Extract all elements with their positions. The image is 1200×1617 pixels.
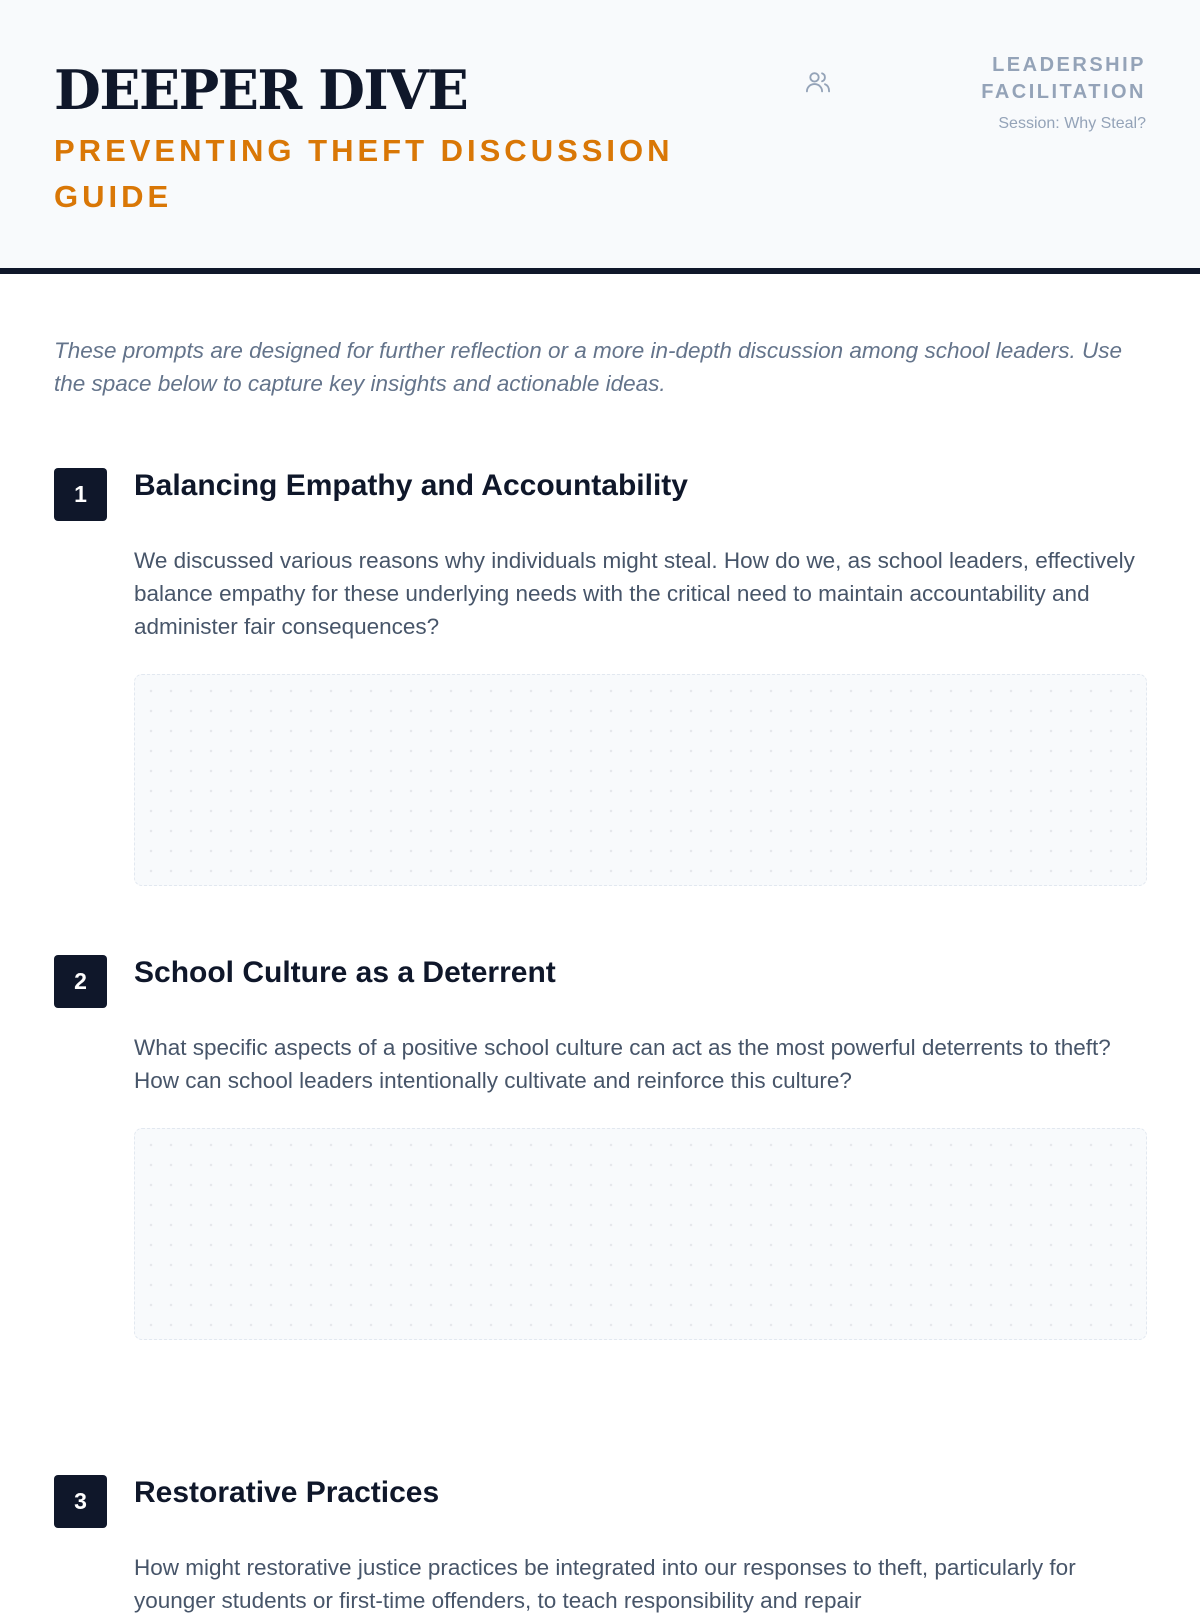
section-prompt: What specific aspects of a positive school culture can act as the most powerful deterrents to theft? How can school leaders intentionally cultivate and reinforce this culture? [134, 1035, 1111, 1093]
intro-text: These prompts are designed for further reflection or a more in-depth discussion among school leaders. Use the space below to capture key insights and actionable ideas. [54, 338, 1123, 396]
section-number-badge: 3 [54, 1475, 107, 1528]
role-label: LEADERSHIP FACILITATION [981, 54, 1146, 103]
section-title: School Culture as a Deterrent [134, 956, 556, 989]
page-title: DEEPER DIVE [54, 58, 468, 122]
section-number-badge: 2 [54, 955, 107, 1008]
page-subtitle: PREVENTING THEFT DISCUSSION GUIDE [54, 133, 674, 214]
section-number-badge: 1 [54, 468, 107, 521]
users-icon [804, 68, 832, 96]
section-title: Balancing Empathy and Accountability [134, 469, 688, 502]
answer-box[interactable] [134, 674, 1147, 886]
section-title: Restorative Practices [134, 1476, 440, 1509]
role-block [886, 52, 1146, 134]
section-prompt: We discussed various reasons why individuals might steal. How do we, as school leaders, effectively balance empathy for these underlying needs with the critical need to maintain accountability and administer fair consequences? [134, 548, 1135, 639]
section-prompt: How might restorative justice practices be integrated into our responses to theft, particularly for younger students or first-time offenders, to teach responsibility and repair [134, 1555, 1076, 1613]
session-label: Session: Why Steal? [998, 115, 1146, 132]
answer-box[interactable] [134, 1128, 1147, 1340]
page-header [0, 0, 1200, 274]
